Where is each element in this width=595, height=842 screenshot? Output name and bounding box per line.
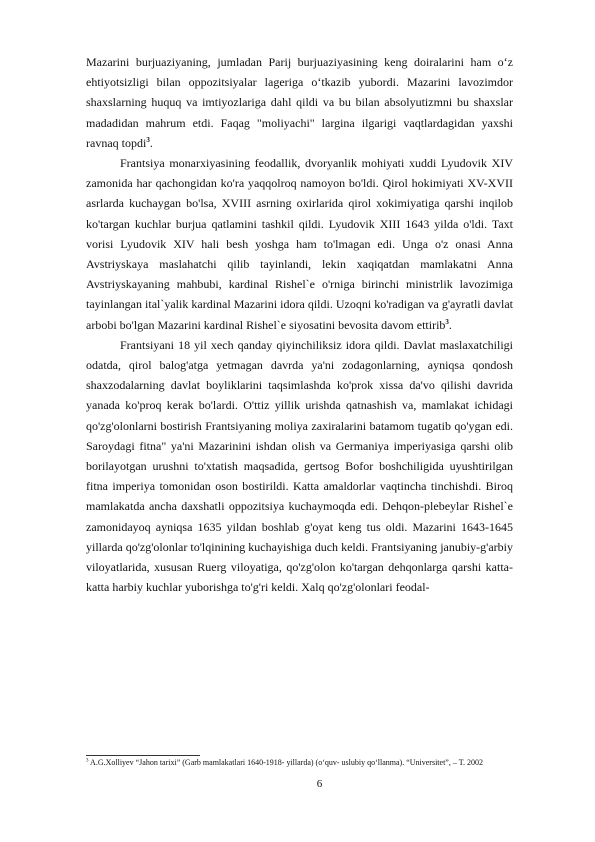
paragraph-3-text: Frantsiyani 18 yil xech qanday qiyinchiliksiz idora qildi. Davlat maslaxatchiligi odatda, qirol balog'atga yetmagan davrda ya'ni zodagonlarning, ayniqsa qondosh shaxzodalarning davlat boyliklarini taqsimlashda ko'prok xissa da'vo qilishi davrida yanada ko'proq kerak bo'lardi. O'ttiz yillik urishda qatnashish va, mamlakat ichidagi qo'zg'olonlarni bostirish Frantsiyaning moliya zaxiralarini batamom tugatib qo'ygan edi. Saroydagi fitna" ya'ni Mazarinini ishdan olish va Germaniya imperiyasiga qarshi olib borilayotgan urushni to'xtatish maqsadida, gertsog Bofor boshchiligida uyushtirilgan fitna imperiya tomonidan oson bostirildi. Katta amaldorlar vaqtincha tinchishdi. Biroq mamlakatda ancha daxshatli oppozitsiya kuchaymoqda edi. Dehqon-plebeylar Rishel`e zamonidayoq ayniqsa 1635 yildan boshlab g'oyat keng tus oldi. Mazarini 1643-1645 yillarda qo'zg'olonlar to'lqinining kuchayishiga duch keldi. Frantsiyaning janubiy-g'arbiy viloyatlarida, xususan Ruerg viloyatiga, qo'zg'olon ko'targan dehqonlarga qarshi katta-katta harbiy kuchlar yuborishga to'g'ri keldi. Xalq qo'zg'olonlari feodal- (86, 337, 513, 595)
page-number: 6 (316, 778, 323, 790)
footnote-divider (86, 755, 200, 756)
paragraph-2-text: Frantsiya monarxiyasining feodallik, dvoryanlik mohiyati xuddi Lyudovik XIV zamonida har qachongidan ko'ra yaqqolroq namoyon bo'ldi. Qirol hokimiyati XV-XVII asrlarda kuchaygan bo'lsa, XVIII asrning oxirlarida qirol xokimiyatiga qarshi inqilob ko'targan kuchlar burjua qatlamini tashkil qildi. Lyudovik XIII 1643 yilda o'ldi. Taxt vorisi Lyudovik XIV hali besh yoshga ham to'lmagan edi. Unga o'z onasi Anna Avstriyskaya maslahatchi qilib tayinlandi, lekin xaqiqatdan mamlakatni Anna Avstriyskayaning mahbubi, kardinal Rishel`e o'rniga birinchi ministrlik lavozimiga tayinlangan ital`yalik kardinal Mazarini idora qildi. Uzoqni ko'radigan va g'ayratli davlat arbobi bo'lgan Mazarini kardinal Rishel`e siyosatini bevosita davom ettirib (86, 156, 513, 332)
footnote (86, 757, 513, 768)
paragraph-1-end: . (149, 135, 153, 150)
paragraph-2 (86, 153, 513, 335)
footnote-reference-2: 3 (445, 317, 449, 326)
paragraph-2-end: . (448, 317, 452, 332)
footnote-text: A.G.Xolliyev “Jahon tarixi” (Garb mamlakatlari 1640-1918- yillarda) (o‘quv- uslubiy qo‘llanma). “Universitet”, – T. 2002 (88, 758, 483, 767)
paragraph-1-text: Mazarini burjuaziyaning, jumladan Parij burjuaziyasining keng doiralarini ham o‘z ehtiyotsizligi bilan oppozitsiyalar lageriga o‘tkazib yubordi. Mazarini lavozimdor shaxslarning huquq va imtiyozlariga dahl qildi va bu bilan absolyutizmni bu shaxslar madadidan mahrum etdi. Faqag "moliyachi" largina ilgarigi vaqtlardagidan yaxshi ravnaq topdi (86, 55, 513, 150)
footnote-marker: 3 (86, 758, 89, 764)
paragraph-1 (86, 52, 513, 153)
body-text (86, 52, 513, 597)
footnote-reference-1: 3 (146, 135, 150, 144)
paragraph-3 (86, 335, 513, 598)
